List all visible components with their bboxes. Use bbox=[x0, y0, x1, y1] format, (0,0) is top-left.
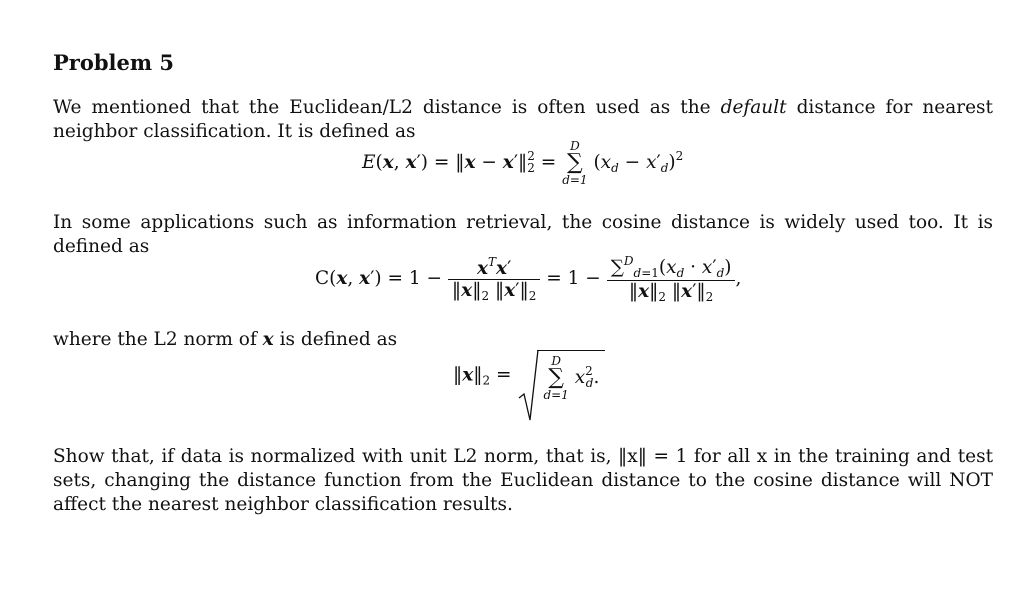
norm-intro-paragraph: where the L2 norm of x is defined as bbox=[53, 329, 398, 350]
cosine-fraction-2: $\frac{\sum^D_{d=1}(x_d \cdot x'_d)}{‖x‖_2 ‖x'‖_2}$ bbox=[607, 254, 736, 304]
sum-symbol: D ∑ d=1 bbox=[562, 139, 588, 187]
sqrt-symbol: D ∑ d=1 $x^2_d$. bbox=[517, 350, 605, 401]
intro-paragraph: We mentioned that the Euclidean/L2 distance is often used as the default distance for nearest neighbor classification. It is defined as bbox=[53, 97, 993, 142]
cosine-fraction-1: $\frac{x^Tx'}{‖x‖_2 ‖x'‖_2}$ bbox=[448, 255, 540, 303]
emphasis-default: default bbox=[720, 97, 787, 118]
cosine-intro-paragraph: In some applications such as information retrieval, the cosine distance is widely used too. It is defined as bbox=[53, 212, 993, 257]
norm-equation: $‖x‖_2$ = D ∑ d=1 $x^2_d$. bbox=[453, 350, 605, 401]
cosine-equation: C(x, x′) = 1 − $\frac{x^Tx'}{‖x‖_2 ‖x'‖_2}$ = 1 − $\frac{\sum^D_{d=1}(x_d \cdot x'_d)}{‖x‖_2 ‖x'‖_2}$ , bbox=[315, 254, 742, 304]
euclidean-equation: E(x, x′) = ‖x − x′‖ $^2$ $_2$ = D ∑ d=1 $(x_d - x'_d)^2$ bbox=[362, 139, 684, 187]
problem-title: Problem 5 bbox=[53, 50, 175, 75]
final-question-paragraph: Show that, if data is normalized with unit L2 norm, that is, ‖x‖ = 1 for all x in the training and test sets, changing the distance function from the Euclidean distance to the cosine distance will NOT affect the nearest neighbor classification results. bbox=[53, 446, 993, 515]
